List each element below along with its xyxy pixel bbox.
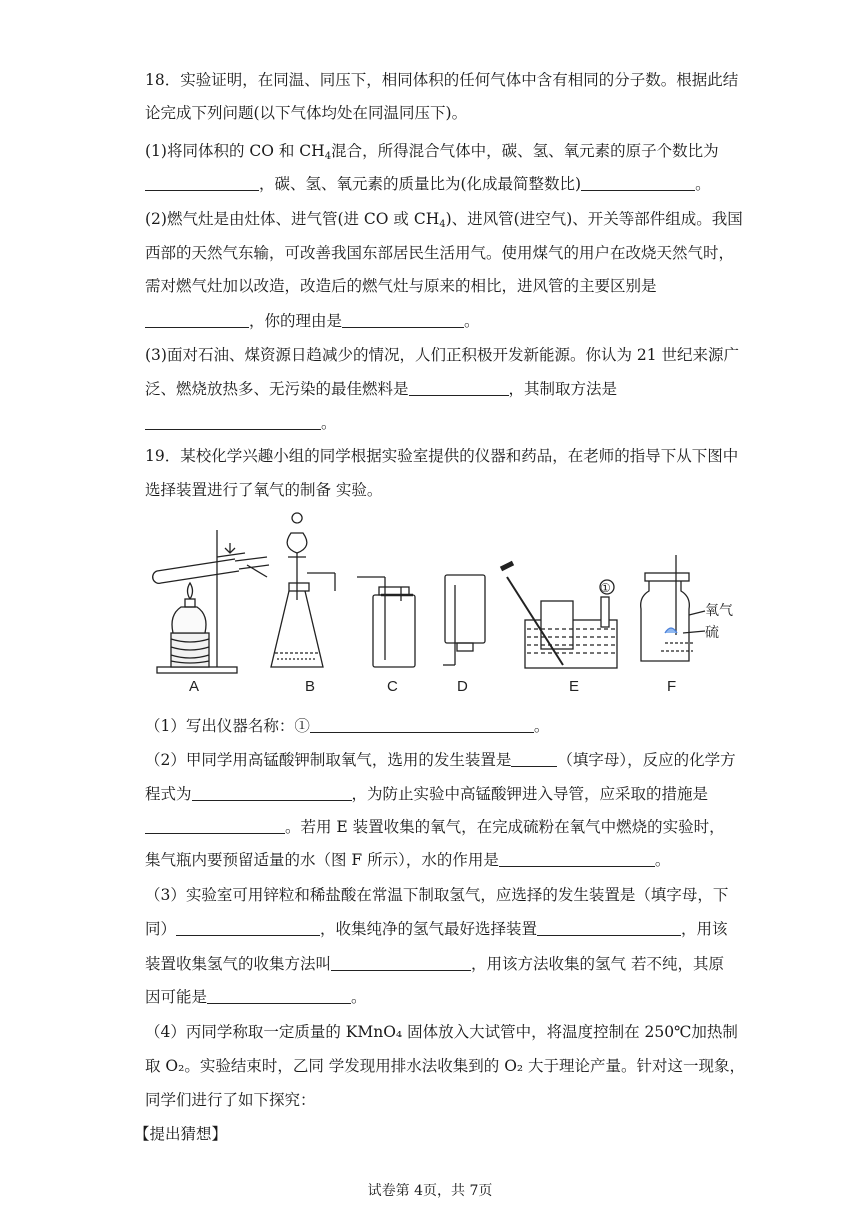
apparatus-b [271,513,335,667]
apparatus-a [153,530,269,673]
q19-line-1: 19．某校化学兴趣小组的同学根据实验室提供的仪器和药品，在老师的指导下从下图中 [145,447,739,465]
q18-line-3: (1)将同体积的 CO 和 $CH_4$混合，所得混合气体中，碳、氢、氧元素的原子个数比为 [145,142,719,162]
label-f: F [667,678,677,695]
q18-line-9: (3)面对石油、煤资源日趋减少的情况，人们正积极开发新能源。你认为 21 世纪来源广 [145,346,740,364]
q19-sub4-line-3: 同学们进行了如下探究： [145,1091,316,1109]
answer-blank[interactable] [145,312,249,328]
q19-sub4-line-1: （4）丙同学称取一定质量的 KMnO₄ 固体放入大试管中，将温度控制在 250℃加热制 [145,1023,738,1041]
q19-sub2-line-2: 程式为 ，为防止实验中高锰酸钾进入导管，应采取的措施是 [145,785,709,803]
q18-line-8: ，你的理由是 。 [145,311,725,331]
answer-blank[interactable] [207,988,351,1004]
answer-blank[interactable] [331,955,471,971]
apparatus-c [357,577,415,667]
q19-sub4-heading: 【提出猜想】 [134,1125,228,1143]
answer-blank[interactable] [192,785,352,801]
q18-line-5: (2)燃气灶是由灶体、进气管(进 CO 或 $CH_4$)、进风管(进空气)、开关等部件组成。我国 [145,210,743,230]
q18-line-4: ，碳、氢、氧元素的质量比为(化成最简整数比) 。 [145,174,725,194]
answer-blank[interactable] [145,175,259,191]
apparatus-figure [145,505,733,705]
apparatus-f [641,555,705,661]
answer-blank[interactable] [145,818,285,834]
answer-blank[interactable] [342,312,464,328]
apparatus-e [501,563,617,668]
label-sulfur: 硫 [705,625,719,641]
q19-sub3-line-2: 同） ，收集纯净的氢气最好选择装置 ，用该 [145,920,728,938]
label-a: A [189,678,200,695]
q19-sub3-line-4: 因可能是 。 [145,988,367,1006]
label-c: C [387,678,398,695]
q18-line-7: 需对燃气灶加以改造，改造后的燃气灶与原来的相比，进风管的主要区别是 [145,277,657,295]
label-b: B [305,678,316,695]
q19-sub1: （1）写出仪器名称：① 。 [145,717,550,735]
label-d: D [457,678,468,695]
q19-sub3-line-1: （3）实验室可用锌粒和稀盐酸在常温下制取氢气，应选择的发生装置是（填字母，下 [145,886,729,904]
q18-line-6: 西部的天然气东输，可改善我国东部居民生活用气。使用煤气的用户在改烧天然气时， [145,244,735,262]
q19-sub2-line-4: 集气瓶内要预留适量的水（图 F 所示），水的作用是 。 [145,851,671,869]
q19-sub3-line-3: 装置收集氢气的收集方法叫 ，用该方法收集的氢气 若不纯，其原 [145,955,724,973]
q18-line-2: 论完成下列问题(以下气体均处在同温同压下)。 [145,104,468,122]
q19-sub4-line-2: 取 O₂。实验结束时，乙同 学发现用排水法收集到的 O₂ 大于理论产量。针对这一现象， [145,1057,746,1075]
answer-blank[interactable] [409,380,509,396]
answer-blank[interactable] [537,920,681,936]
q19-line-2: 选择装置进行了氧气的制备 实验。 [145,481,383,499]
apparatus-d [443,575,485,665]
q18-line-10: 泛、燃烧放热多、无污染的最佳燃料是 ，其制取方法是 [145,380,618,398]
answer-blank[interactable] [176,920,320,936]
label-e: E [569,678,580,695]
marker-circled-one: ① [600,581,611,595]
answer-blank[interactable] [581,175,695,191]
q19-sub2-line-1: （2）甲同学用高锰酸钾制取氧气，选用的发生装置是 （填字母），反应的化学方 [145,751,736,769]
page-footer: 试卷第 4页，共 7页 [367,1183,493,1199]
q18-line-11: 。 [145,413,725,433]
label-oxygen: 氧气 [705,603,733,619]
answer-blank[interactable] [310,717,534,733]
answer-blank[interactable] [145,414,321,430]
answer-blank[interactable] [511,751,557,767]
q19-sub2-line-3: 。若用 E 装置收集的氧气，在完成硫粉在氧气中燃烧的实验时， [145,817,725,837]
answer-blank[interactable] [499,851,655,867]
q18-line-1: 18．实验证明，在同温、同压下，相同体积的任何气体中含有相同的分子数。根据此结 [145,71,739,89]
